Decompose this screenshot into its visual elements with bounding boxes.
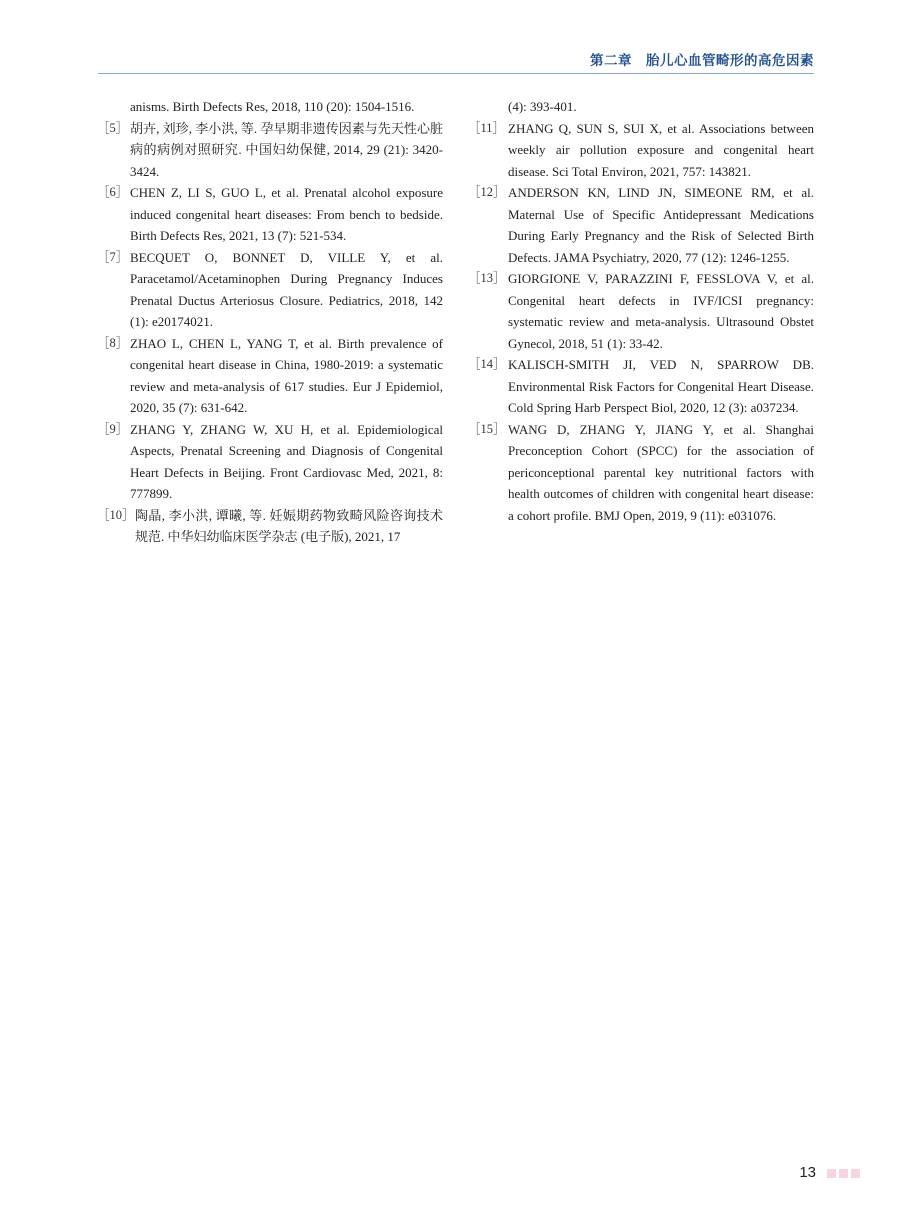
reference-number: ［7］ [97,249,129,264]
reference-item-6 [97,182,443,247]
reference-text: 陶晶, 李小洪, 谭曦, 等. 妊娠期药物致畸风险咨询技术规范. 中华妇幼临床医学杂志 (电子版), 2021, 17 [135,507,443,544]
reference-number: ［14］ [468,357,506,371]
reference-number: ［13］ [468,271,506,285]
reference-text: ANDERSON KN, LIND JN, SIMEONE RM, et al. Maternal Use of Specific Antidepressant Medications During Early Pregnancy and the Risk of Selected Birth Defects. JAMA Psychiatry, 2020, 77 (12): 1246-1255. [508,185,814,265]
reference-item-5 [97,118,443,183]
reference-number: ［11］ [468,120,506,135]
reference-text: WANG D, ZHANG Y, JIANG Y, et al. Shanghai Preconception Cohort (SPCC) for the association of periconceptional parental key nutritional factors with health outcomes of children with congenital heart disease: a cohort profile. BMJ Open, 2019, 9 (11): e031076. [508,421,814,523]
reference-item-13 [468,268,814,354]
reference-item-11 [468,118,814,183]
reference-number: ［12］ [468,185,506,199]
reference-text: ZHANG Q, SUN S, SUI X, et al. Associations between weekly air pollution exposure and congenital heart disease. Sci Total Environ, 2021, 757: 143821. [508,120,814,179]
reference-text: (4): 393-401. [508,99,577,114]
reference-number: ［9］ [97,421,129,436]
reference-text: BECQUET O, BONNET D, VILLE Y, et al. Paracetamol/Acetaminophen During Pregnancy Induces Prenatal Ductus Arteriosus Closure. Pediatrics, 2018, 142 (1): e20174021. [130,249,443,329]
reference-continuation [468,96,814,118]
reference-number: ［8］ [97,335,129,350]
header-divider [98,73,814,74]
reference-text: ZHAO L, CHEN L, YANG T, et al. Birth prevalence of congenital heart disease in China, 1980-2019: a systematic review and meta-analysis of 617 studies. Eur J Epidemiol, 2020, 35 (7): 631-642. [130,335,443,415]
reference-number: ［6］ [97,185,129,199]
reference-text: anisms. Birth Defects Res, 2018, 110 (20): 1504-1516. [130,99,415,114]
reference-column-left [97,96,443,548]
reference-text: GIORGIONE V, PARAZZINI F, FESSLOVA V, et al. Congenital heart defects in IVF/ICSI pregnancy: systematic review and meta-analysis. Ultrasound Obstet Gynecol, 2018, 51 (1): 33-42. [508,271,814,351]
page-decoration-square [827,1169,836,1178]
reference-item-15 [468,419,814,527]
reference-number: ［10］ [97,507,135,522]
reference-item-14 [468,354,814,419]
reference-text: ZHANG Y, ZHANG W, XU H, et al. Epidemiological Aspects, Prenatal Screening and Diagnosis of Congenital Heart Defects in Beijing. Front Cardiovasc Med, 2021, 8: 777899. [130,421,443,501]
page-decoration-square [839,1169,848,1178]
reference-item-10 [97,505,443,548]
reference-number: ［5］ [97,120,129,135]
reference-item-12 [468,182,814,268]
reference-item-9 [97,419,443,505]
reference-column-right [468,96,814,526]
chapter-title: 第二章 胎儿心血管畸形的高危因素 [590,53,814,69]
reference-item-7 [97,247,443,333]
reference-item-8 [97,333,443,419]
reference-text: CHEN Z, LI S, GUO L, et al. Prenatal alcohol exposure induced congenital heart diseases: From bench to bedside. Birth Defects Res, 2021, 13 (7): 521-534. [130,185,443,243]
reference-text: 胡卉, 刘珍, 李小洪, 等. 孕早期非遗传因素与先天性心脏病的病例对照研究. 中国妇幼保健, 2014, 29 (21): 3420-3424. [130,120,443,179]
reference-text: KALISCH-SMITH JI, VED N, SPARROW DB. Environmental Risk Factors for Congenital Heart Disease. Cold Spring Harb Perspect Biol, 2020, 12 (3): a037234. [508,357,814,415]
reference-number: ［15］ [468,421,506,436]
page-number: 13 [799,1164,816,1181]
page-decoration-square [851,1169,860,1178]
reference-continuation [97,96,443,118]
